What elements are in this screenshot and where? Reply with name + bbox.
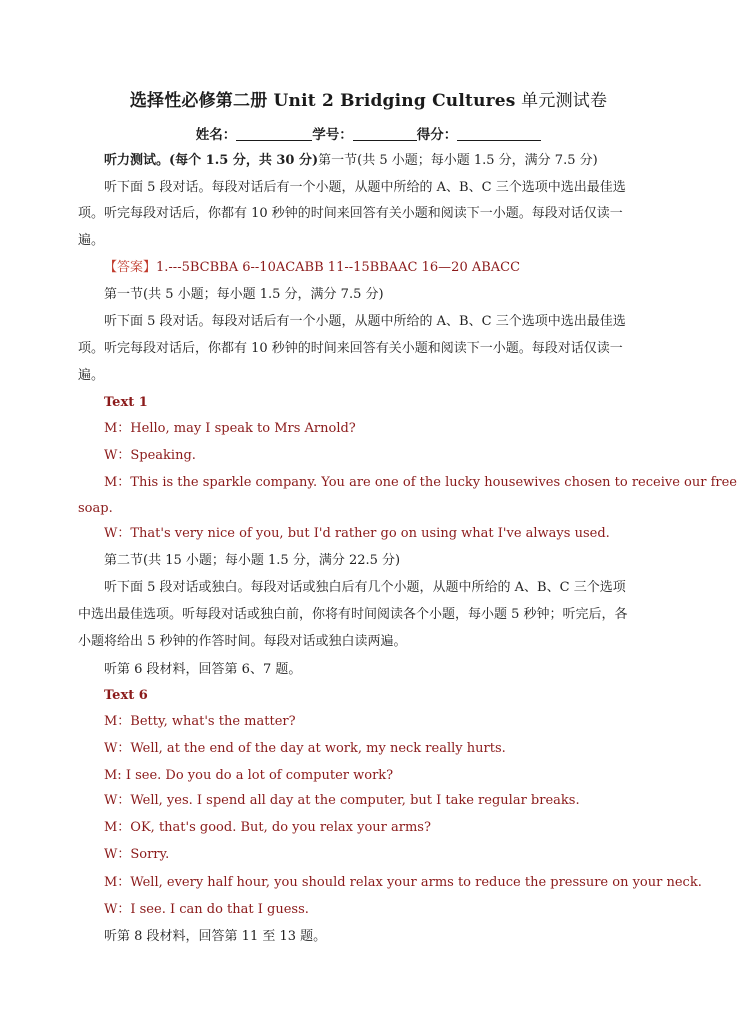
text1-line-2: W：Speaking. [104, 448, 196, 463]
text6-line-1: M：Betty, what's the matter? [104, 714, 296, 729]
instructions-2-line-1: 听下面 5 段对话。每段对话后有一个小题，从题中所给的 A、B、C 三个选项中选出最佳选 [104, 314, 626, 329]
score-label: 得分： [416, 127, 458, 143]
answer-text: 1.---5BCBBA 6--10ACABB 11--15BBAAC 16—20 ABACC [156, 260, 521, 275]
text1-heading: Text 1 [104, 395, 148, 410]
instructions-3-line-3: 小题将给出 5 秒钟的作答时间。每段对话或独白读两遍。 [78, 634, 407, 649]
listening-heading-line [104, 152, 690, 170]
listening-heading-tail: 第一节(共 5 小题；每小题 1.5 分，满分 7.5 分) [318, 153, 598, 168]
text6-line-5: M：OK, that's good. But, do you relax your arms? [104, 820, 431, 835]
score-blank[interactable] [457, 126, 541, 141]
document-title [0, 86, 737, 111]
text6-intro: 听第 6 段材料，回答第 6、7 题。 [104, 662, 302, 677]
instructions-2-line-3: 遍。 [78, 368, 105, 383]
listening-heading: 听力测试。(每个 1.5 分，共 30 分) [104, 153, 319, 168]
text6-line-4: W：Well, yes. I spend all day at the computer, but I take regular breaks. [104, 793, 580, 808]
answer-label: 【答案】 [104, 260, 157, 275]
name-blank[interactable] [236, 126, 312, 141]
title-main: 选择性必修第二册 Unit 2 Bridging Cultures [129, 91, 516, 111]
title-suffix: 单元测试卷 [515, 91, 608, 111]
student-info-bar [0, 123, 737, 143]
text6-line-8: W：I see. I can do that I guess. [104, 902, 309, 917]
answer-key-line [104, 259, 690, 277]
text6-line-7: M：Well, every half hour, you should relax your arms to reduce the pressure on your neck. [104, 875, 702, 890]
text1-line-3: M：This is the sparkle company. You are one of the lucky housewives chosen to receive our free [104, 475, 737, 490]
instructions-1-line-2: 项。听完每段对话后，你都有 10 秒钟的时间来回答有关小题和阅读下一小题。每段对话仅读一 [78, 206, 623, 221]
text1-line-1: M：Hello, may I speak to Mrs Arnold? [104, 421, 356, 436]
text1-line-5: W：That's very nice of you, but I'd rather go on using what I've always used. [104, 526, 610, 541]
text6-line-6: W：Sorry. [104, 847, 170, 862]
instructions-1-line-1: 听下面 5 段对话。每段对话后有一个小题，从题中所给的 A、B、C 三个选项中选出最佳选 [104, 180, 626, 195]
instructions-3-line-2: 中选出最佳选项。听每段对话或独白前，你将有时间阅读各个小题，每小题 5 秒钟；听完后，各 [78, 607, 628, 622]
text6-line-3: M: I see. Do you do a lot of computer work? [104, 768, 394, 783]
id-blank[interactable] [353, 126, 417, 141]
text6-line-2: W：Well, at the end of the day at work, my neck really hurts. [104, 741, 506, 756]
instructions-2-line-2: 项。听完每段对话后，你都有 10 秒钟的时间来回答有关小题和阅读下一小题。每段对话仅读一 [78, 341, 623, 356]
text8-intro: 听第 8 段材料，回答第 11 至 13 题。 [104, 929, 327, 944]
instructions-1-line-3: 遍。 [78, 233, 105, 248]
section1-heading: 第一节(共 5 小题；每小题 1.5 分，满分 7.5 分) [104, 287, 384, 302]
text1-line-4: soap. [78, 501, 113, 516]
text6-heading: Text 6 [104, 688, 148, 703]
instructions-3-line-1: 听下面 5 段对话或独白。每段对话或独白后有几个小题，从题中所给的 A、B、C 三个选项 [104, 580, 626, 595]
section2-heading: 第二节(共 15 小题；每小题 1.5 分，满分 22.5 分) [104, 553, 401, 568]
name-label: 姓名： [195, 127, 237, 143]
id-label: 学号： [312, 127, 353, 143]
